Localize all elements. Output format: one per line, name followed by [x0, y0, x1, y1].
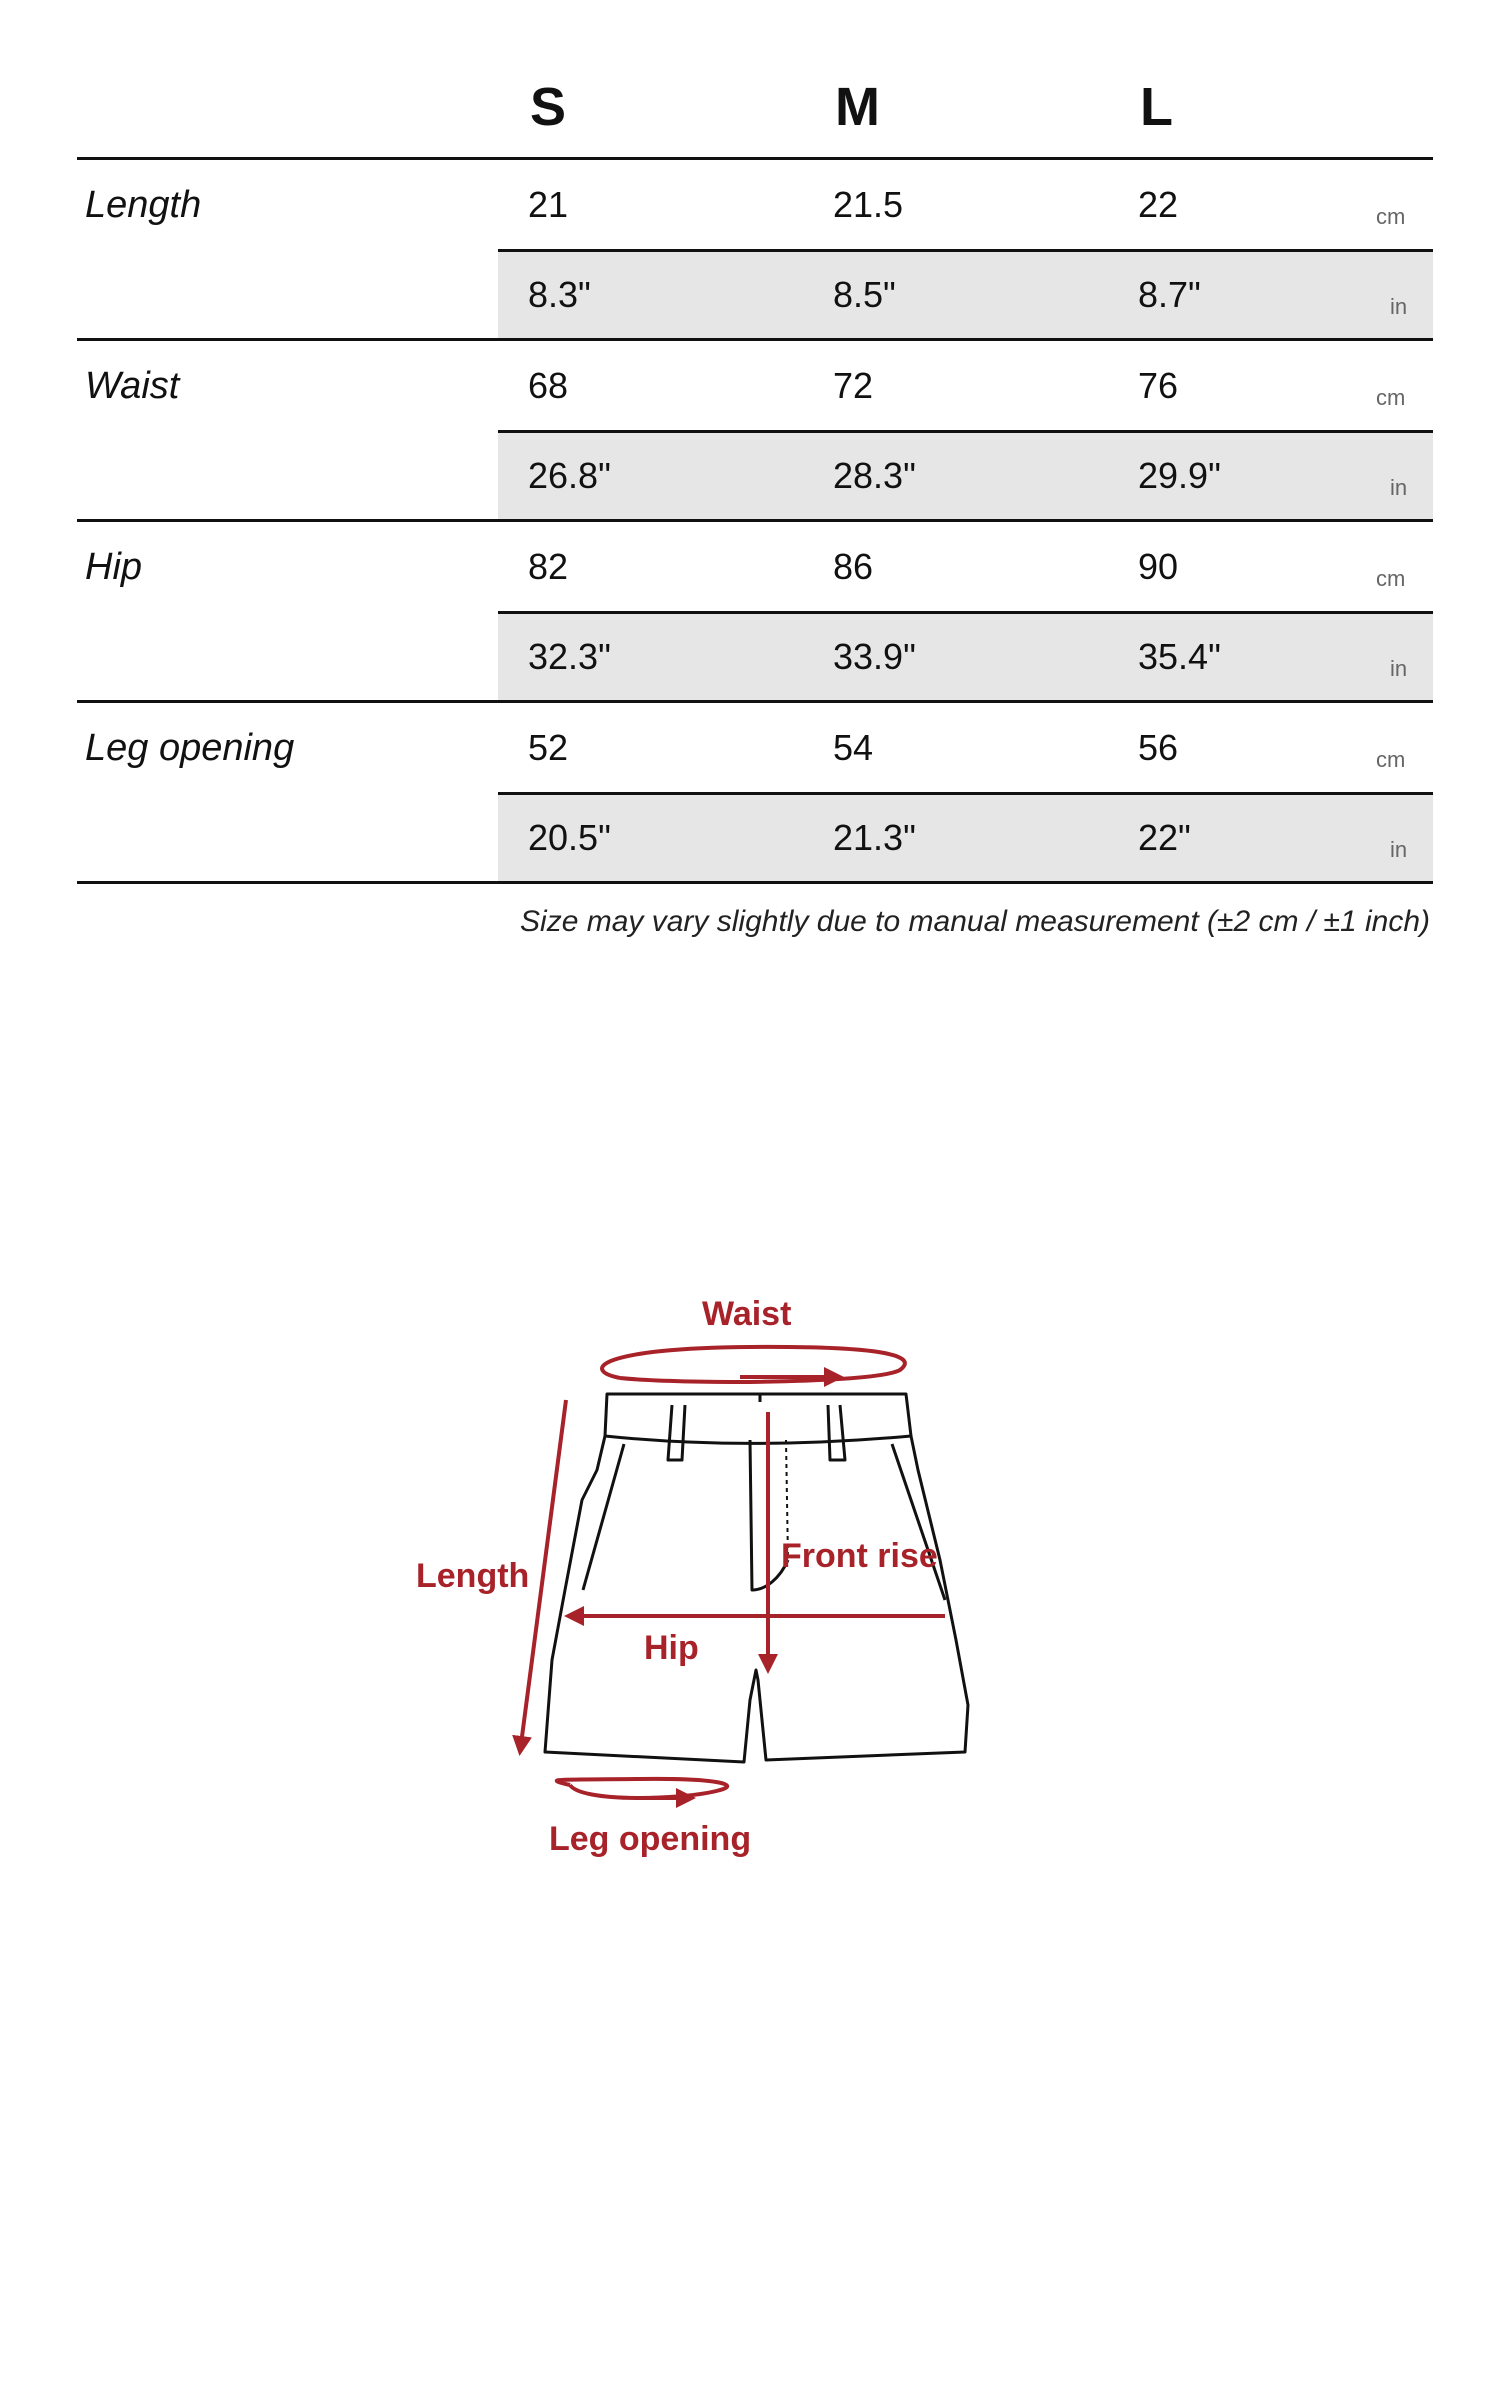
length-cm-m: 21.5: [833, 184, 904, 225]
leg-in-m: 21.3": [833, 817, 916, 858]
length-in-m: 8.5": [833, 274, 896, 315]
waist-in-m: 28.3": [833, 455, 916, 496]
table-rule-sub: [498, 792, 1433, 795]
leg-cm-l: 56: [1138, 727, 1179, 768]
table-rule-sub: [498, 249, 1433, 252]
diagram-label-length: Length: [416, 1557, 530, 1595]
unit-in: in: [1390, 656, 1408, 681]
diagram-label-front-rise: Front rise: [781, 1537, 938, 1575]
hip-in-m: 33.9": [833, 636, 916, 677]
diagram-label-hip: Hip: [644, 1629, 699, 1667]
table-rule: [77, 338, 1433, 341]
waist-cm-m: 72: [833, 365, 874, 406]
row-label-leg-opening: Leg opening: [85, 727, 295, 769]
hip-in-s: 32.3": [528, 636, 611, 677]
table-rule-top: [77, 157, 1433, 160]
shade-row-hip-in: [498, 614, 1433, 700]
measurement-note: Size may vary slightly due to manual measurement (±2 cm / ±1 inch): [520, 905, 1430, 938]
shade-row-waist-in: [498, 433, 1433, 519]
length-in-s: 8.3": [528, 274, 591, 315]
length-cm-l: 22: [1138, 184, 1179, 225]
unit-cm: cm: [1376, 385, 1406, 410]
table-rule-sub: [498, 611, 1433, 614]
leg-in-s: 20.5": [528, 817, 611, 858]
unit-in: in: [1390, 837, 1408, 862]
unit-cm: cm: [1376, 747, 1406, 772]
unit-cm: cm: [1376, 204, 1406, 229]
row-label-length: Length: [85, 184, 202, 226]
leg-cm-s: 52: [528, 727, 569, 768]
length-in-l: 8.7": [1138, 274, 1201, 315]
unit-in: in: [1390, 475, 1408, 500]
size-header-s: S: [530, 77, 567, 137]
table-rule: [77, 700, 1433, 703]
leg-in-l: 22": [1138, 817, 1191, 858]
hip-cm-m: 86: [833, 546, 874, 587]
waist-in-s: 26.8": [528, 455, 611, 496]
shorts-measurement-diagram: [0, 1240, 1500, 1940]
unit-cm: cm: [1376, 566, 1406, 591]
size-header-m: M: [835, 77, 880, 137]
waist-arrow: [602, 1347, 905, 1382]
diagram-label-waist: Waist: [702, 1295, 792, 1333]
row-label-waist: Waist: [85, 365, 180, 407]
waist-cm-s: 68: [528, 365, 569, 406]
table-rule-sub: [498, 430, 1433, 433]
waist-in-l: 29.9": [1138, 455, 1221, 496]
shorts-outline: [545, 1394, 968, 1762]
hip-cm-l: 90: [1138, 546, 1179, 587]
hip-in-l: 35.4": [1138, 636, 1221, 677]
leg-cm-m: 54: [833, 727, 874, 768]
row-label-hip: Hip: [85, 546, 143, 588]
length-cm-s: 21: [528, 184, 569, 225]
table-rule-bottom: [77, 881, 1433, 884]
shade-row-leg-in: [498, 795, 1433, 881]
unit-in: in: [1390, 294, 1408, 319]
leg-opening-arrow: [557, 1779, 727, 1798]
table-rule: [77, 519, 1433, 522]
diagram-label-leg-opening: Leg opening: [549, 1820, 752, 1858]
hip-cm-s: 82: [528, 546, 569, 587]
waist-cm-l: 76: [1138, 365, 1179, 406]
size-header-l: L: [1140, 77, 1173, 137]
shade-row-length-in: [498, 252, 1433, 338]
